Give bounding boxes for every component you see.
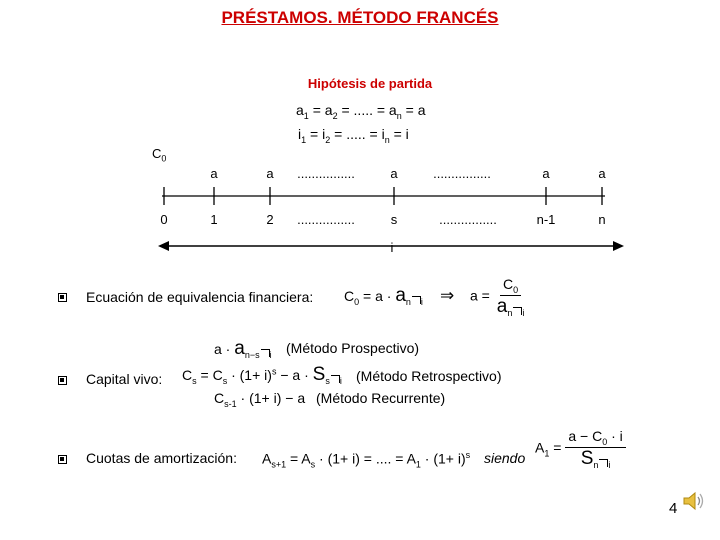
speaker-icon[interactable] [682, 490, 706, 512]
payment-label: a [542, 166, 550, 181]
equivalence-label: Ecuación de equivalencia financiera: [86, 289, 314, 305]
period-label: 1 [210, 212, 218, 227]
payment-label: a [210, 166, 218, 181]
capital-label: Capital vivo: [86, 371, 163, 387]
ellipsis-label: ................ [439, 212, 497, 227]
timeline-axis [150, 182, 620, 212]
recurrent-method: (Método Recurrente) [316, 390, 446, 406]
retrospective-formula: $C_s = C_s \cdot (1+ i)^s - a \cdot S_s$ $_i$ [182, 364, 342, 386]
period-label: s [390, 212, 398, 227]
retrospective-method: (Método Retrospectivo) [356, 368, 502, 384]
square-bullet-icon [58, 376, 67, 385]
square-bullet-icon [58, 293, 67, 302]
section-subtitle: Hipótesis de partida [307, 76, 433, 91]
page-title: PRÉSTAMOS. MÉTODO FRANCÉS [221, 8, 499, 27]
first-amortization-formula: $A_1$ = $\frac{a - C_0 \cdot i}{S_n _i}$ [535, 428, 626, 470]
payment-label: a [266, 166, 274, 181]
square-bullet-icon [58, 455, 67, 464]
siendo-label: siendo [484, 450, 526, 466]
period-label: 2 [266, 212, 274, 227]
equivalence-solution: a = $\frac{C_0}{a_n _i}$ [470, 276, 525, 318]
hypothesis-line-1: $a_1 = a_2$ = ..... = $a_n = a$ [296, 102, 426, 121]
period-label: n-1 [536, 212, 556, 227]
recurrent-formula: $C_{s-1} \cdot (1+ i) - a$ [214, 390, 306, 409]
page-number: 4 [669, 500, 678, 517]
payment-label: a [598, 166, 606, 181]
rate-label: i [390, 240, 394, 255]
prospective-formula: $a \cdot a_{n-s}$ $_i$ [214, 338, 272, 360]
equivalence-formula: $C_0 = a \cdot a_n$ $_i$ [344, 285, 423, 307]
ellipsis-label: ................ [297, 166, 355, 181]
prospective-method: (Método Prospectivo) [286, 340, 420, 356]
ellipsis-label: ................ [297, 212, 355, 227]
amortization-label: Cuotas de amortización: [86, 450, 237, 466]
capital-label: $C_0$ [152, 146, 167, 164]
implies-icon: ⇒ [440, 286, 455, 305]
payment-label: a [390, 166, 398, 181]
amortization-formula: $A_{s+1} = A_s \cdot (1+ i)$ = .... = $A_1 \cdot (1+ i)^s$ [262, 450, 471, 470]
period-label: 0 [160, 212, 168, 227]
ellipsis-label: ................ [433, 166, 491, 181]
hypothesis-line-2: $i_1 = i_2$ = ..... = $i_n = i$ [298, 126, 409, 145]
period-label: n [598, 212, 606, 227]
